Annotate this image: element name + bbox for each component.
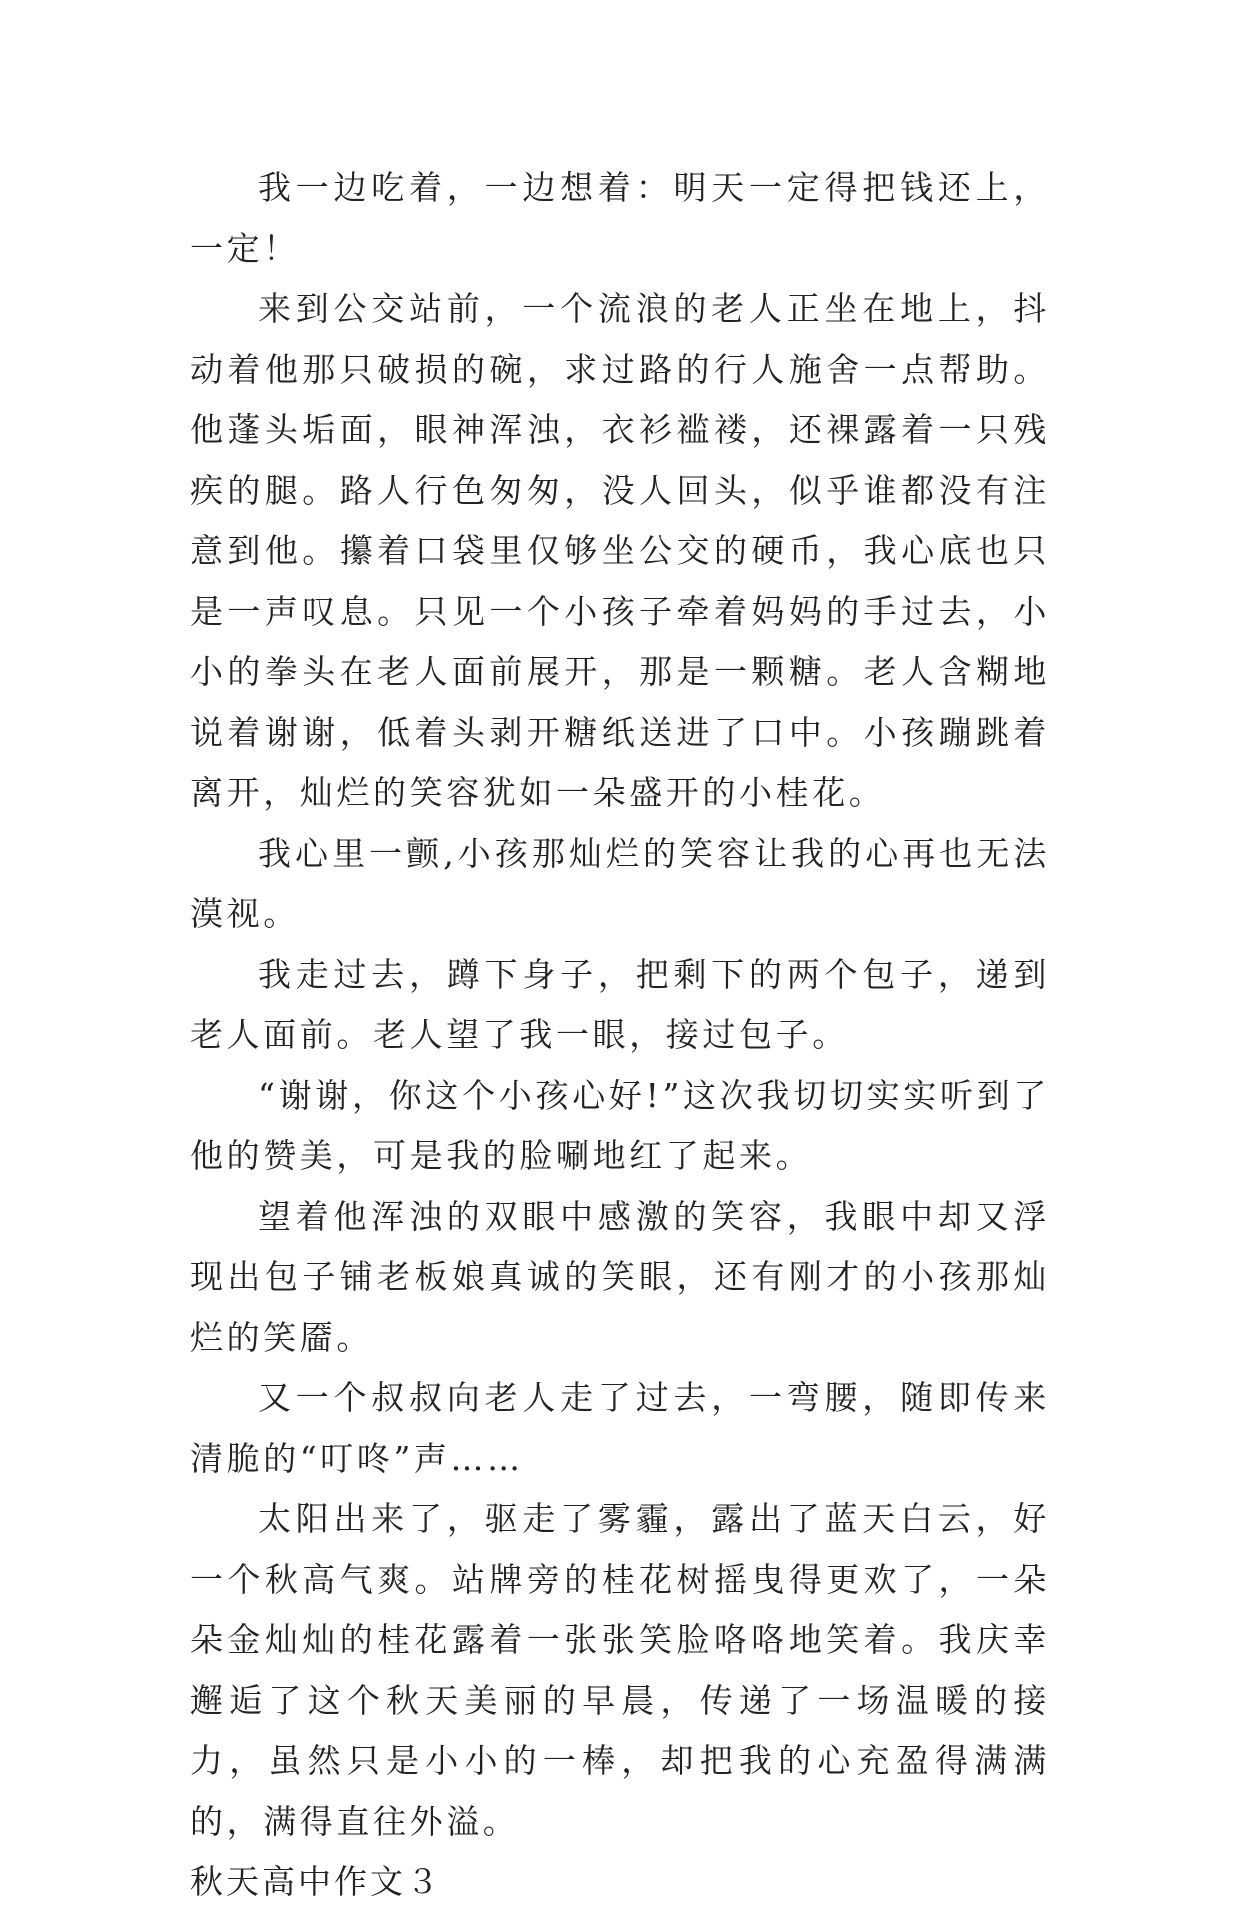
paragraph-3: 我心里一颤,小孩那灿烂的笑容让我的心再也无法漠视。 xyxy=(190,833,1050,933)
paragraph-4: 我走过去，蹲下身子，把剩下的两个包子，递到老人面前。老人望了我一眼，接过包子。 xyxy=(190,954,1050,1054)
paragraph-8: 太阳出来了，驱走了雾霾，露出了蓝天白云，好一个秋高气爽。站牌旁的桂花树摇曳得更欢了，一朵朵金灿灿的桂花露着一张张笑脸咯咯地笑着。我庆幸邂逅了这个秋天美丽的早晨，传递了一场温暖的接力，虽然只是小小的一棒，却把我的心充盈得满满的，满得直往外溢。 xyxy=(190,1499,1050,1841)
paragraph-1: 我一边吃着，一边想着：明天一定得把钱还上，一定！ xyxy=(190,168,1050,268)
essay-body xyxy=(190,158,1050,1913)
paragraph-6: 望着他浑浊的双眼中感激的笑容，我眼中却又浮现出包子铺老板娘真诚的笑眼，还有刚才的小孩那灿烂的笑靥。 xyxy=(190,1196,1050,1357)
section-heading: 秋天高中作文３ xyxy=(190,1862,442,1901)
paragraph-5: “谢谢，你这个小孩心好!”这次我切切实实听到了他的赞美，可是我的脸唰地红了起来。 xyxy=(190,1075,1050,1175)
paragraph-7: 又一个叔叔向老人走了过去，一弯腰，随即传来清脆的“叮咚”声…… xyxy=(190,1378,1050,1478)
paragraph-2: 来到公交站前，一个流浪的老人正坐在地上，抖动着他那只破损的碗，求过路的行人施舍一点帮助。他蓬头垢面，眼神浑浊，衣衫褴褛，还裸露着一只残疾的腿。路人行色匆匆，没人回头，似乎谁都没有注意到他。攥着口袋里仅够坐公交的硬币，我心底也只是一声叹息。只见一个小孩子牵着妈妈的手过去，小小的拳头在老人面前展开，那是一颗糖。老人含糊地说着谢谢，低着头剥开糖纸送进了口中。小孩蹦跳着离开，灿烂的笑容犹如一朵盛开的小桂花。 xyxy=(190,289,1050,812)
